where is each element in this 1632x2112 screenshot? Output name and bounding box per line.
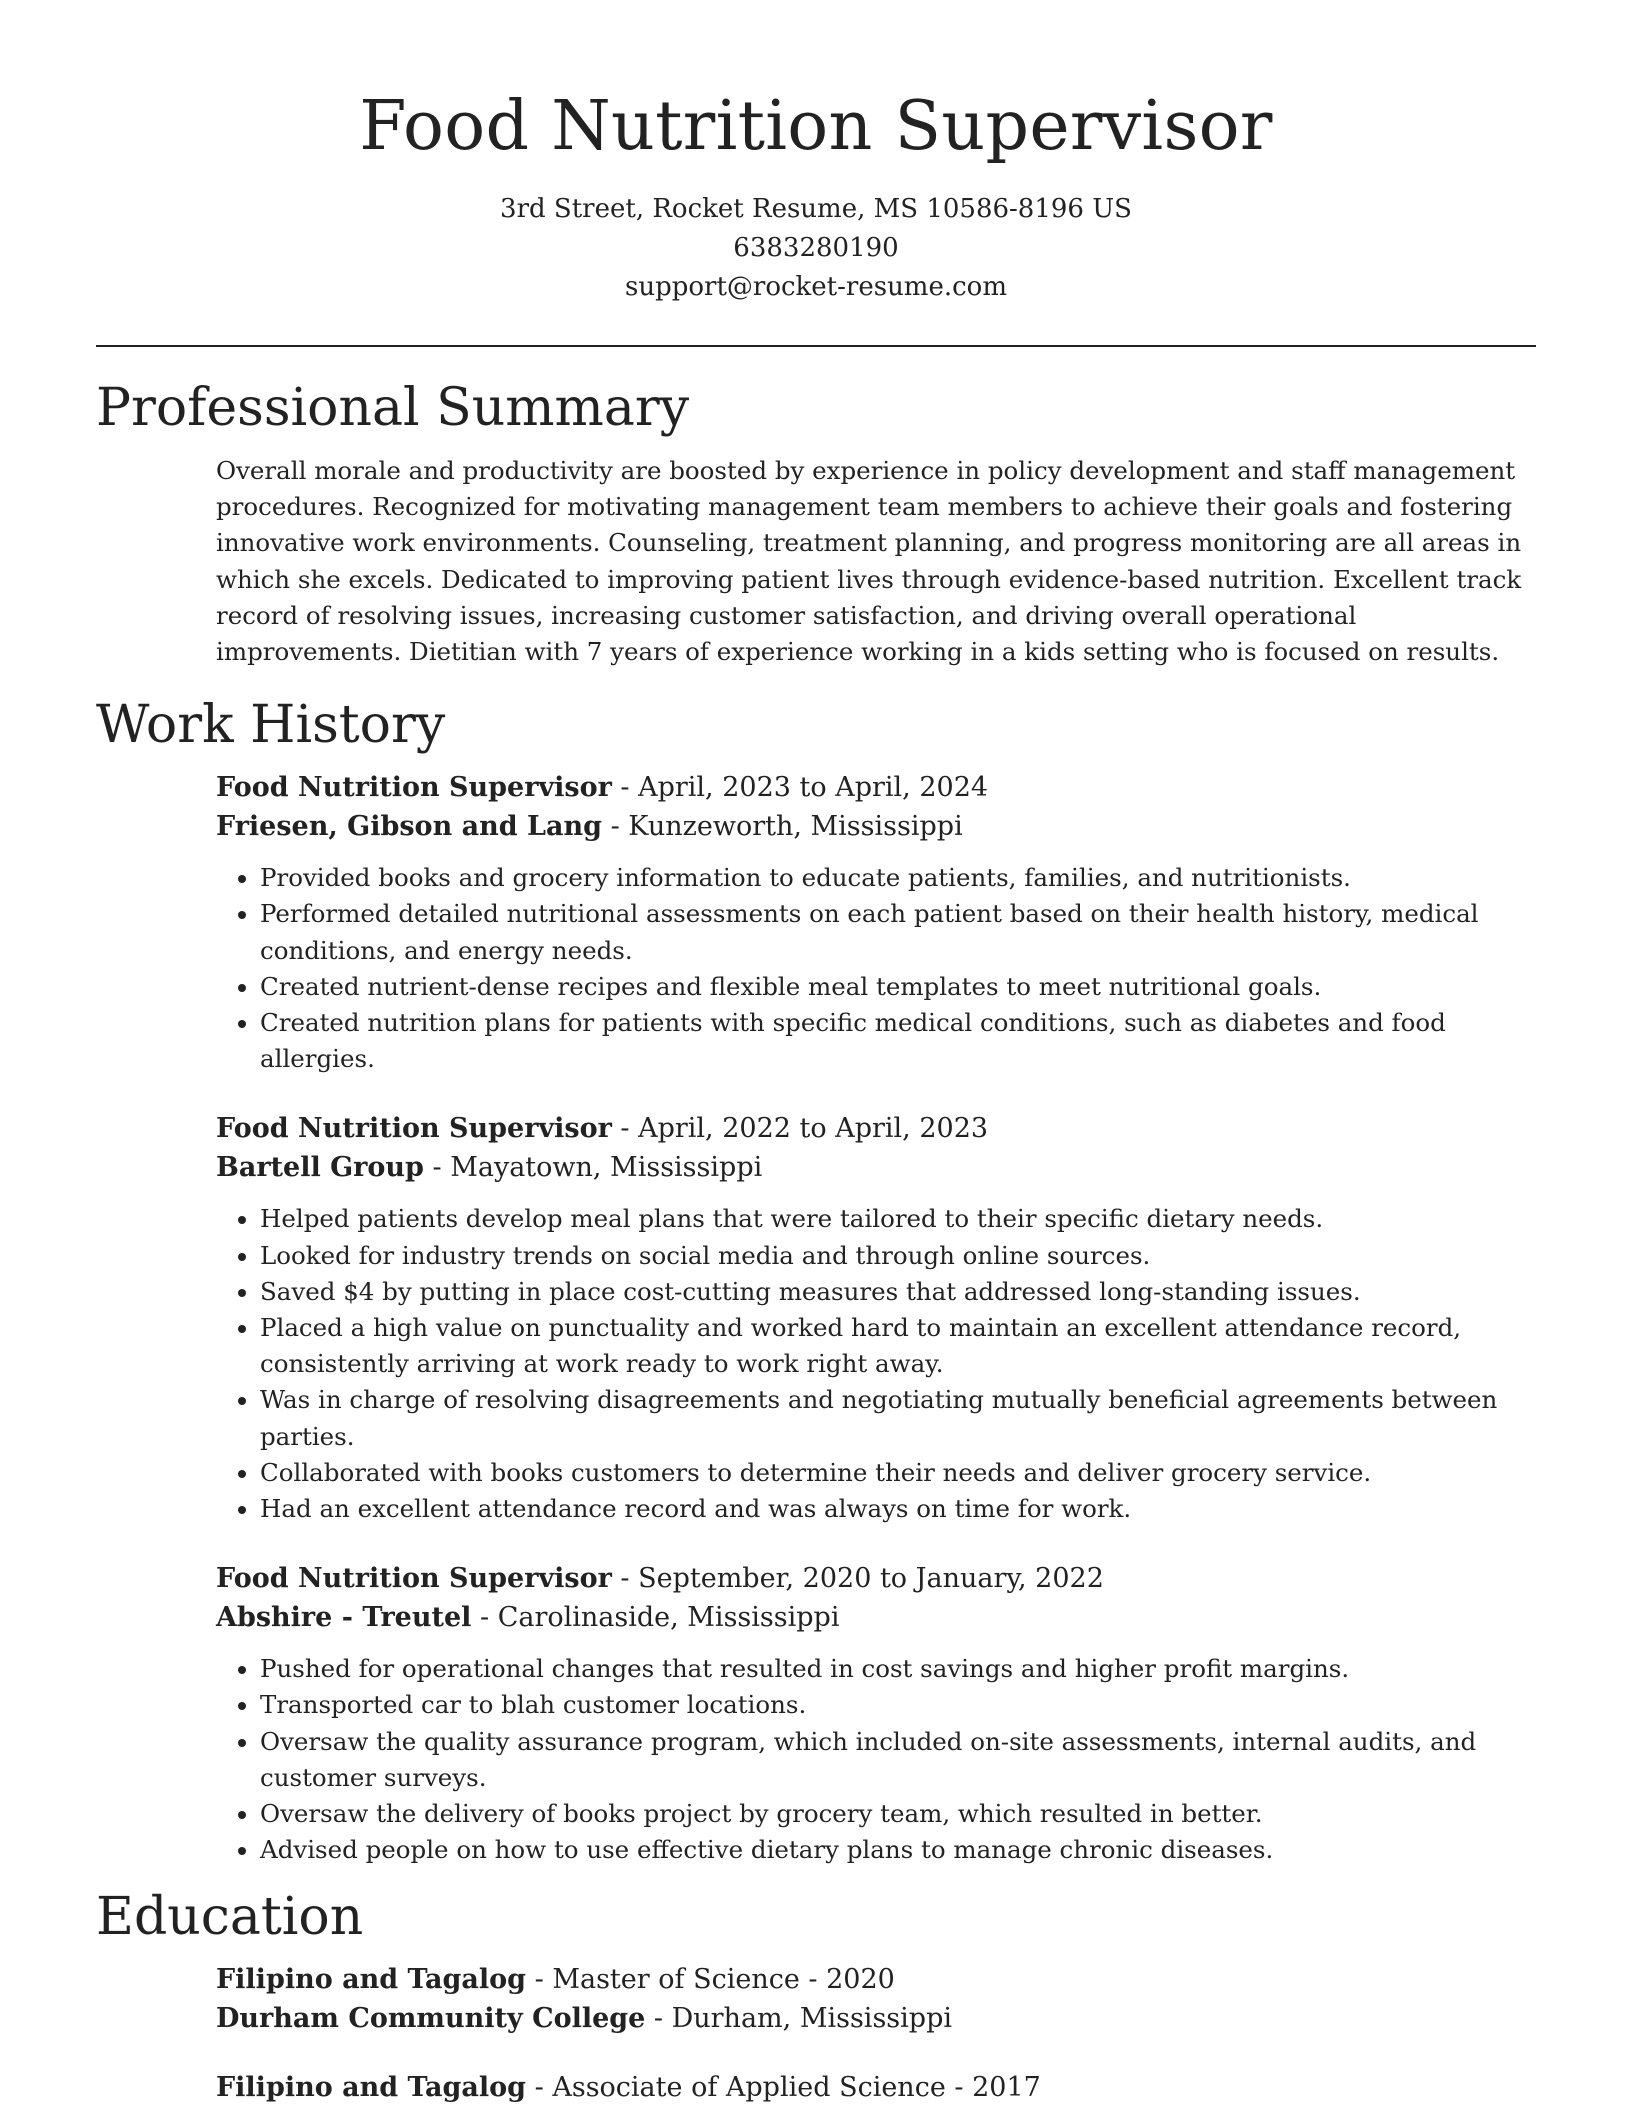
education-degree: - Associate of Applied Science - 2017	[526, 2072, 1041, 2104]
job-company: Bartell Group	[216, 1152, 424, 1184]
education-degree-line	[216, 1960, 1536, 1999]
candidate-name: Food Nutrition Supervisor	[359, 87, 1273, 166]
header-divider	[96, 345, 1536, 347]
summary-title: Professional Summary	[96, 378, 690, 438]
job-location: - Carolinaside, Mississippi	[471, 1602, 840, 1634]
education-school-line	[216, 1999, 1536, 2038]
education-title: Education	[96, 1887, 364, 1948]
job-company: Abshire - Treutel	[216, 1602, 472, 1634]
work-history-section	[96, 694, 1536, 1868]
job-bullets	[216, 1201, 1536, 1527]
job-title-line	[216, 1559, 1536, 1598]
education-entry	[216, 1960, 1536, 2038]
list-item: • Had an excellent attendance record and was always on time for work.	[260, 1491, 1536, 1527]
list-item: • Oversaw the delivery of books project by grocery team, which resulted in better.	[260, 1796, 1536, 1832]
education-degree-line	[216, 2068, 1536, 2107]
job-company-line	[216, 1598, 1536, 1637]
list-item: • Pushed for operational changes that resulted in cost savings and higher profit margins.	[260, 1651, 1536, 1687]
job-entry	[216, 1559, 1536, 1868]
education-section	[96, 1886, 1536, 2107]
education-field: Filipino and Tagalog	[216, 2072, 527, 2104]
education-entry	[216, 2068, 1536, 2107]
job-company-line	[216, 1148, 1536, 1187]
list-item: • Provided books and grocery information to educate patients, families, and nutritionists.	[260, 860, 1536, 896]
job-location: - Mayatown, Mississippi	[423, 1152, 763, 1184]
education-field: Filipino and Tagalog	[216, 1964, 527, 1996]
job-dates: - April, 2023 to April, 2024	[611, 772, 989, 804]
job-dates: - September, 2020 to January, 2022	[611, 1563, 1104, 1595]
job-dates: - April, 2022 to April, 2023	[611, 1113, 989, 1145]
address-text: 3rd Street, Rocket Resume, MS 10586-8196 US	[500, 194, 1132, 224]
list-item: • Advised people on how to use effective dietary plans to manage chronic diseases.	[260, 1832, 1536, 1868]
contact-block	[96, 190, 1536, 307]
job-location: - Kunzeworth, Mississippi	[602, 811, 963, 843]
work-history-title: Work History	[96, 695, 446, 756]
job-company: Friesen, Gibson and Lang	[216, 811, 602, 843]
job-company-line	[216, 807, 1536, 846]
list-item: • Created nutrient-dense recipes and flexible meal templates to meet nutritional goals.	[260, 969, 1536, 1005]
phone-text: 6383280190	[733, 233, 899, 263]
job-entry	[216, 1109, 1536, 1527]
list-item: • Performed detailed nutritional assessments on each patient based on their health history, medical conditions, and energy needs.	[260, 896, 1536, 968]
education-school: Durham Community College	[216, 2003, 646, 2035]
education-location: - Durham, Mississippi	[645, 2003, 952, 2035]
job-title-line	[216, 768, 1536, 807]
list-item: • Created nutrition plans for patients with specific medical conditions, such as diabetes and food allergies.	[260, 1005, 1536, 1077]
list-item: • Collaborated with books customers to determine their needs and deliver grocery service.	[260, 1455, 1536, 1491]
list-item: • Saved $4 by putting in place cost-cutting measures that addressed long-standing issues.	[260, 1274, 1536, 1310]
resume-page	[96, 0, 1536, 2107]
list-item: • Looked for industry trends on social media and through online sources.	[260, 1238, 1536, 1274]
list-item: • Helped patients develop meal plans that were tailored to their specific dietary needs.	[260, 1201, 1536, 1237]
job-entry	[216, 768, 1536, 1077]
summary-text: Overall morale and productivity are boosted by experience in policy development and staff management procedures. Recognized for motivating management team members to achieve their goals and fostering innovative work environments. Counseling, treatment planning, and progress monitoring are all areas in which she excels. Dedicated to improving patient lives through evidence-based nutrition. Excellent track record of resolving issues, increasing customer satisfaction, and driving overall operational improvements. Dietitian with 7 years of experience working in a kids setting who is focused on results.	[216, 456, 1522, 667]
job-role: Food Nutrition Supervisor	[216, 1563, 612, 1595]
email-text: support@rocket-resume.com	[624, 272, 1007, 302]
education-degree: - Master of Science - 2020	[526, 1964, 895, 1996]
list-item: • Placed a high value on punctuality and worked hard to maintain an excellent attendance record, consistently arriving at work ready to work right away.	[260, 1310, 1536, 1382]
job-bullets	[216, 1651, 1536, 1868]
list-item: • Transported car to blah customer locations.	[260, 1687, 1536, 1723]
list-item: • Was in charge of resolving disagreements and negotiating mutually beneficial agreements between parties.	[260, 1382, 1536, 1454]
job-title-line	[216, 1109, 1536, 1148]
job-role: Food Nutrition Supervisor	[216, 1113, 612, 1145]
resume-header	[96, 0, 1536, 307]
list-item: • Oversaw the quality assurance program, which included on-site assessments, internal audits, and customer surveys.	[260, 1724, 1536, 1796]
summary-section	[96, 377, 1536, 670]
job-bullets	[216, 860, 1536, 1077]
job-role: Food Nutrition Supervisor	[216, 772, 612, 804]
